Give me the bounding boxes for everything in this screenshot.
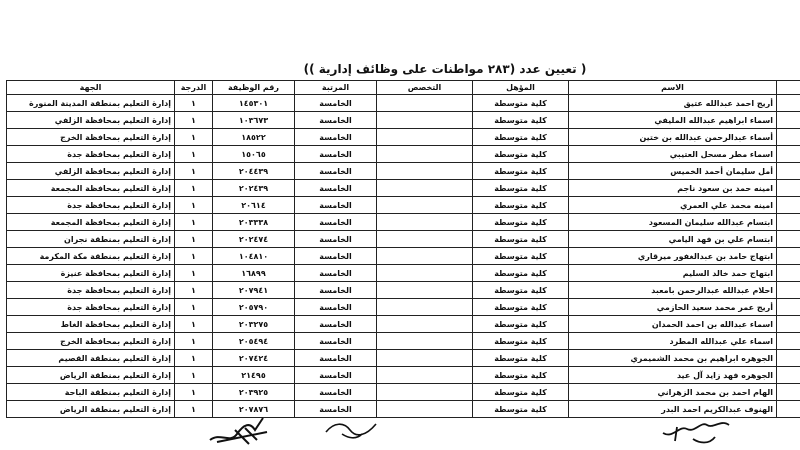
row-number [777,129,800,146]
row-number [777,112,800,129]
cell-specialty [377,112,473,129]
cell-grade: ١ [175,333,213,350]
cell-job-number: ٢٠٢٤٧٤ [213,231,295,248]
cell-name: الهنوف عبدالكريم احمد البدر [569,401,777,418]
cell-qualification: كلية متوسطة [473,401,569,418]
cell-qualification: كلية متوسطة [473,282,569,299]
table-row [7,350,800,367]
cell-specialty [377,401,473,418]
cell-job-number: ١٠٤٨١٠ [213,248,295,265]
cell-grade: ١ [175,299,213,316]
table-row [7,333,800,350]
cell-specialty [377,282,473,299]
cell-grade: ١ [175,367,213,384]
cell-specialty [377,350,473,367]
cell-grade: ١ [175,316,213,333]
cell-qualification: كلية متوسطة [473,214,569,231]
cell-department: إدارة التعليم بمنطقة الرياض [7,401,175,418]
table-row [7,367,800,384]
cell-name: ابتسام عبدالله سليمان المسعود [569,214,777,231]
row-number [777,367,800,384]
cell-rank: الخامسة [295,367,377,384]
cell-specialty [377,146,473,163]
table-header-row [7,81,800,95]
cell-department: إدارة التعليم بمحافظة عنيزة [7,265,175,282]
signature-1-icon [205,410,275,450]
col-header-grade: الدرجة [175,81,213,95]
cell-qualification: كلية متوسطة [473,367,569,384]
cell-grade: ١ [175,401,213,418]
cell-qualification: كلية متوسطة [473,112,569,129]
col-header-qualification: المؤهل [473,81,569,95]
table-row [7,299,800,316]
cell-specialty [377,333,473,350]
cell-rank: الخامسة [295,282,377,299]
cell-rank: الخامسة [295,401,377,418]
cell-specialty [377,265,473,282]
cell-specialty [377,231,473,248]
cell-rank: الخامسة [295,350,377,367]
cell-grade: ١ [175,180,213,197]
cell-job-number: ١٥٠٦٥ [213,146,295,163]
table-row [7,231,800,248]
cell-name: اسماء مطر مسحل العتيبي [569,146,777,163]
cell-job-number: ٢٠٣٣٣٨ [213,214,295,231]
cell-name: أسماء عبدالرحمن عبدالله بن ختين [569,129,777,146]
cell-job-number: ٢٠٧٩٤١ [213,282,295,299]
row-number [777,350,800,367]
row-number [777,282,800,299]
cell-name: امينه حمد بن سعود ناجم [569,180,777,197]
cell-job-number: ٢٠٣٩٢٥ [213,384,295,401]
col-header-job-number: رقم الوظيفة [213,81,295,95]
cell-grade: ١ [175,197,213,214]
cell-grade: ١ [175,384,213,401]
cell-qualification: كلية متوسطة [473,163,569,180]
cell-department: إدارة التعليم بمحافظة الزلفي [7,163,175,180]
cell-rank: الخامسة [295,333,377,350]
cell-job-number: ٢٠٧٨٧٦ [213,401,295,418]
cell-name: أريج عمر محمد سعيد الحازمي [569,299,777,316]
table-row [7,384,800,401]
cell-job-number: ١٦٨٩٩ [213,265,295,282]
cell-department: إدارة التعليم بمحافظة الخرج [7,129,175,146]
table-row [7,214,800,231]
cell-job-number: ٢٠٤٤٣٩ [213,163,295,180]
cell-name: امينه محمد علي العمري [569,197,777,214]
row-number [777,163,800,180]
cell-qualification: كلية متوسطة [473,248,569,265]
document-title: ( تعيين عدد (٢٨٣ مواطنات على وظائف إدارية )) [303,62,587,76]
cell-department: إدارة التعليم بمحافظة الزلفي [7,112,175,129]
cell-job-number: ٢١٤٩٥ [213,367,295,384]
cell-specialty [377,384,473,401]
cell-specialty [377,197,473,214]
cell-department: إدارة التعليم بمنطقة الرياض [7,367,175,384]
col-header-rank: المرتبة [295,81,377,95]
col-header-name: الاسم [569,81,777,95]
cell-name: الهام احمد بن محمد الزهراني [569,384,777,401]
cell-grade: ١ [175,112,213,129]
cell-specialty [377,180,473,197]
cell-rank: الخامسة [295,146,377,163]
row-number [777,316,800,333]
cell-grade: ١ [175,265,213,282]
col-header-department: الجهة [7,81,175,95]
cell-specialty [377,163,473,180]
cell-job-number: ١٤٥٣٠١ [213,95,295,112]
table-row [7,265,800,282]
signature-2-icon [322,412,382,444]
cell-specialty [377,299,473,316]
cell-rank: الخامسة [295,180,377,197]
cell-qualification: كلية متوسطة [473,197,569,214]
table-body [7,95,800,418]
cell-department: إدارة التعليم بمنطقة مكة المكرمة [7,248,175,265]
cell-job-number: ٢٠٥٧٩٠ [213,299,295,316]
cell-name: اسماء علي عبدالله المطرد [569,333,777,350]
cell-name: احلام عبدالله عبدالرحمن بامعبد [569,282,777,299]
cell-qualification: كلية متوسطة [473,316,569,333]
cell-grade: ١ [175,146,213,163]
cell-rank: الخامسة [295,248,377,265]
cell-department: إدارة التعليم بمنطقة المدينة المنورة [7,95,175,112]
cell-department: إدارة التعليم بمنطقة القصيم [7,350,175,367]
table-row [7,316,800,333]
row-number [777,146,800,163]
cell-rank: الخامسة [295,231,377,248]
cell-rank: الخامسة [295,112,377,129]
table-row [7,282,800,299]
cell-qualification: كلية متوسطة [473,384,569,401]
cell-rank: الخامسة [295,197,377,214]
cell-grade: ١ [175,95,213,112]
cell-grade: ١ [175,231,213,248]
cell-name: أمل سليمان أحمد الخميس [569,163,777,180]
cell-grade: ١ [175,163,213,180]
cell-job-number: ٢٠٦١٤ [213,197,295,214]
cell-department: إدارة التعليم بمحافظة الغاط [7,316,175,333]
cell-rank: الخامسة [295,163,377,180]
cell-qualification: كلية متوسطة [473,350,569,367]
row-number [777,384,800,401]
cell-department: إدارة التعليم بمحافظة جدة [7,282,175,299]
row-number [777,197,800,214]
cell-rank: الخامسة [295,299,377,316]
cell-qualification: كلية متوسطة [473,146,569,163]
cell-qualification: كلية متوسطة [473,180,569,197]
cell-rank: الخامسة [295,265,377,282]
row-number [777,401,800,418]
cell-qualification: كلية متوسطة [473,95,569,112]
table-row [7,146,800,163]
cell-name: ابتهاج حامد بن عبدالغفور ميرقاري [569,248,777,265]
cell-grade: ١ [175,282,213,299]
cell-department: إدارة التعليم بمحافظة المجمعة [7,214,175,231]
table-row [7,112,800,129]
row-number [777,265,800,282]
cell-job-number: ٢٠٥٤٩٤ [213,333,295,350]
cell-qualification: كلية متوسطة [473,231,569,248]
table-row [7,95,800,112]
cell-rank: الخامسة [295,129,377,146]
cell-name: الجوهره ابراهيم بن محمد الشميمري [569,350,777,367]
cell-name: أريج احمد عبدالله عتيق [569,95,777,112]
row-number [777,214,800,231]
row-number [777,95,800,112]
cell-job-number: ١٨٥٢٢ [213,129,295,146]
appointments-table [6,80,800,418]
cell-grade: ١ [175,248,213,265]
cell-rank: الخامسة [295,214,377,231]
cell-specialty [377,95,473,112]
cell-department: إدارة التعليم بمنطقة نجران [7,231,175,248]
row-number [777,333,800,350]
cell-department: إدارة التعليم بمحافظة جدة [7,299,175,316]
cell-qualification: كلية متوسطة [473,333,569,350]
cell-job-number: ٢٠٧٤٢٤ [213,350,295,367]
cell-qualification: كلية متوسطة [473,265,569,282]
cell-job-number: ١٠٣٦٧٣ [213,112,295,129]
cell-grade: ١ [175,214,213,231]
signature-3-icon [655,415,735,450]
cell-job-number: ٢٠٢٤٣٩ [213,180,295,197]
cell-rank: الخامسة [295,95,377,112]
cell-department: إدارة التعليم بمحافظة جدة [7,197,175,214]
cell-department: إدارة التعليم بمحافظة الخرج [7,333,175,350]
cell-qualification: كلية متوسطة [473,129,569,146]
cell-department: إدارة التعليم بمنطقة الباحة [7,384,175,401]
table-row [7,180,800,197]
row-number [777,299,800,316]
cell-specialty [377,248,473,265]
row-number [777,180,800,197]
cell-specialty [377,214,473,231]
table-row [7,197,800,214]
cell-department: إدارة التعليم بمحافظة جدة [7,146,175,163]
cell-rank: الخامسة [295,384,377,401]
cell-name: ابتهاج حمد خالد السليم [569,265,777,282]
cell-name: اسماء ابراهيم عبدالله المليفي [569,112,777,129]
cell-rank: الخامسة [295,316,377,333]
table-row [7,129,800,146]
table-row [7,163,800,180]
col-header-number [777,81,800,95]
cell-name: الجوهره فهد زايد آل عيد [569,367,777,384]
row-number [777,248,800,265]
cell-specialty [377,316,473,333]
cell-grade: ١ [175,350,213,367]
row-number [777,231,800,248]
cell-name: اسماء عبدالله بن احمد الحمدان [569,316,777,333]
cell-job-number: ٢٠٣٢٧٥ [213,316,295,333]
cell-name: ابتسام علي بن فهد اليامي [569,231,777,248]
cell-department: إدارة التعليم بمحافظة المجمعة [7,180,175,197]
table-row [7,248,800,265]
cell-grade: ١ [175,129,213,146]
col-header-specialty: التخصص [377,81,473,95]
cell-qualification: كلية متوسطة [473,299,569,316]
cell-specialty [377,367,473,384]
cell-specialty [377,129,473,146]
